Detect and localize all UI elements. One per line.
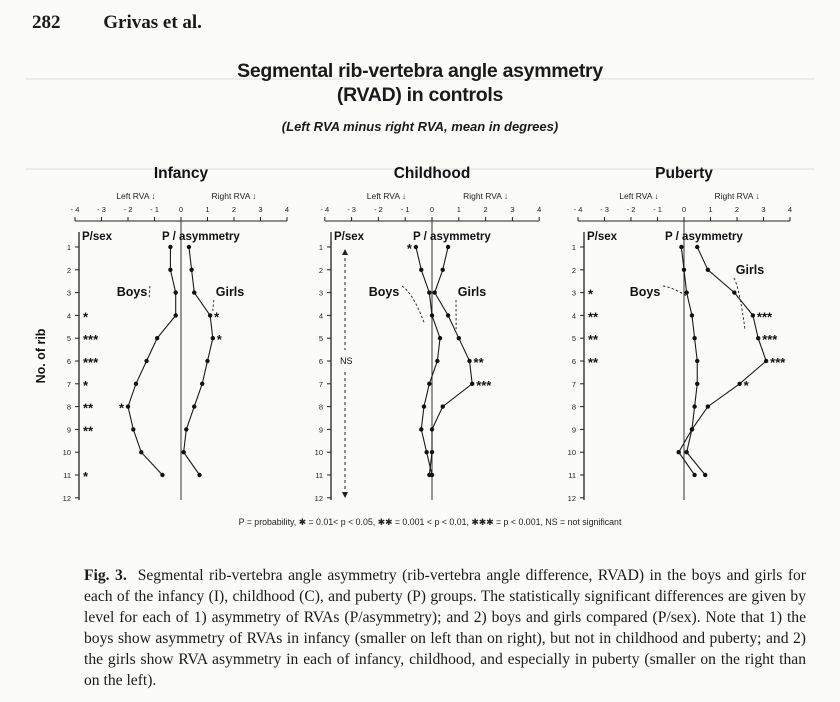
p-sex-mark: ** [588, 332, 599, 348]
page-number: 282 [32, 12, 61, 33]
p-sex-mark: ** [588, 309, 599, 325]
rib-tick-label: 6 [571, 357, 576, 366]
x-tick-label: 4 [787, 205, 793, 214]
panel-title: Infancy [153, 165, 209, 182]
data-point-girls [430, 450, 434, 454]
x-tick-label: 0 [178, 205, 184, 214]
figure-title-line-2: (RVAD) in controls [336, 84, 504, 106]
p-sex-mark: ** [83, 423, 94, 439]
rib-tick-label: 7 [571, 379, 576, 389]
running-head-authors: Grivas et al. [103, 12, 202, 33]
data-point-girls [737, 382, 741, 386]
data-point-girls [200, 382, 204, 386]
rib-tick-label: 9 [571, 425, 576, 435]
data-point-boys [679, 245, 683, 249]
series-line-boys [128, 247, 176, 475]
ns-label: NS [340, 356, 353, 366]
p-sex-mark: * [83, 377, 89, 393]
asymmetry-mark: ** [473, 355, 484, 370]
rib-tick-label: 10 [567, 448, 576, 458]
x-tick-label: 1 [456, 205, 461, 214]
rib-tick-label: 10 [62, 448, 71, 458]
rib-tick-label: 12 [314, 493, 323, 503]
x-tick-label: - 2 [374, 205, 383, 214]
data-point-girls [197, 473, 201, 477]
rib-tick-label: 5 [318, 334, 323, 344]
x-tick-label: - 2 [626, 205, 636, 214]
rib-tick-label: 7 [318, 379, 323, 389]
data-point-boys [424, 450, 428, 454]
left-rva-label: Left RVA ↓ [116, 191, 156, 201]
data-point-girls [457, 336, 461, 340]
rib-tick-label: 6 [66, 357, 71, 366]
data-point-boys [438, 336, 442, 340]
x-tick-label: 1 [205, 205, 210, 214]
data-point-boys [126, 404, 130, 408]
data-point-girls [192, 404, 196, 408]
data-point-boys [692, 404, 696, 408]
data-point-boys [168, 245, 172, 249]
data-point-girls [192, 290, 196, 294]
x-tick-label: 1 [708, 205, 713, 214]
x-tick-label: - 4 [70, 205, 80, 214]
caption-text: Segmental rib-vertebra angle asymmetry (rib-vertebra angle difference, RVAD) in the boys and girls for each of the infancy (I), childhood (C), and puberty (P) groups. The statistically significant differences are given by level for each of 1) asymmetry of RVAs (P/asymmetry); and 2) boys and girls compared (P/sex). Note that 1) the boys show asymmetry of RVAs in infancy (smaller on left than on right), but not in childhood and puberty; and 2) the girls show RVA asymmetry in each of infancy, childhood, and especially in puberty (smaller on the right than on the left). [84, 567, 806, 689]
data-point-girls [208, 313, 212, 317]
data-point-girls [751, 313, 755, 317]
x-tick-label: - 3 [600, 205, 609, 214]
figure-title-line-1: Segmental rib-vertebra angle asymmetry [237, 60, 603, 82]
data-point-boys [419, 268, 423, 272]
rib-tick-label: 6 [318, 357, 323, 366]
p-sex-header: P/sex [587, 231, 618, 243]
asymmetry-mark: *** [476, 377, 492, 393]
data-point-girls [695, 245, 699, 249]
rib-tick-label: 5 [66, 334, 71, 344]
asymmetry-mark: *** [762, 332, 778, 348]
rib-tick-label: 8 [318, 402, 323, 412]
series-label: Girls [457, 285, 487, 299]
rib-tick-label: 12 [567, 493, 576, 503]
rib-tick-label: 1 [318, 243, 323, 252]
data-point-boys [692, 473, 696, 477]
data-point-girls [690, 427, 694, 431]
data-point-boys [422, 404, 426, 408]
data-point-boys [684, 290, 688, 294]
data-point-girls [467, 359, 471, 363]
data-point-boys [419, 427, 423, 431]
panel-infancy [63, 165, 289, 503]
data-point-boys [174, 313, 178, 317]
data-point-girls [732, 290, 736, 294]
right-rva-label: Right RVA ↓ [211, 191, 257, 201]
left-rva-label: Left RVA ↓ [619, 191, 659, 201]
data-point-girls [184, 427, 188, 431]
data-point-boys [427, 382, 431, 386]
p-sex-mark: * [83, 469, 89, 484]
right-rva-label: Right RVA ↓ [714, 191, 760, 201]
x-tick-label: 3 [510, 205, 515, 214]
x-tick-label: - 1 [400, 205, 410, 214]
series-label-leader [149, 286, 150, 297]
p-sex-mark: * [588, 286, 594, 302]
x-tick-label: 4 [284, 205, 290, 214]
x-tick-label: - 2 [123, 205, 133, 214]
rib-tick-label: 10 [314, 448, 323, 458]
p-sex-header: P/sex [82, 231, 113, 243]
data-point-girls [181, 450, 185, 454]
data-point-girls [446, 245, 450, 249]
x-tick-label: 0 [681, 205, 687, 214]
asymmetry-mark: * [214, 309, 220, 325]
data-point-boys [144, 359, 148, 363]
rib-tick-label: 2 [66, 265, 71, 275]
asymmetry-mark: * [743, 377, 749, 393]
data-point-girls [684, 450, 688, 454]
data-point-boys [131, 427, 135, 431]
data-point-boys [160, 473, 164, 477]
x-tick-label: 2 [734, 205, 740, 214]
series-label: Boys [368, 285, 400, 299]
data-point-girls [211, 336, 215, 340]
p-sex-header: P/sex [334, 231, 365, 243]
rib-tick-label: 11 [568, 471, 576, 480]
rib-tick-label: 3 [571, 288, 576, 298]
asymmetry-mark: * [118, 400, 124, 416]
data-point-boys [139, 450, 143, 454]
data-point-girls [432, 290, 436, 294]
p-sex-mark: * [83, 309, 89, 325]
data-point-boys [174, 290, 178, 294]
figure-caption [84, 565, 806, 691]
x-tick-label: - 4 [573, 205, 583, 214]
x-tick-label: - 3 [347, 205, 356, 214]
p-asymmetry-header: P / asymmetry [162, 231, 240, 243]
rib-tick-label: 3 [318, 288, 323, 298]
rib-tick-label: 9 [66, 425, 71, 435]
series-label: Girls [735, 263, 765, 277]
series-label: Boys [116, 285, 148, 299]
data-point-boys [677, 450, 681, 454]
rib-tick-label: 4 [66, 311, 71, 321]
rib-tick-label: 1 [66, 243, 71, 252]
data-point-girls [205, 359, 209, 363]
asymmetry-mark: * [406, 241, 412, 256]
x-tick-label: 0 [429, 205, 435, 214]
data-point-girls [189, 268, 193, 272]
x-tick-label: - 1 [150, 205, 159, 214]
asymmetry-mark: *** [756, 309, 773, 325]
series-label: Girls [215, 285, 245, 299]
rib-tick-label: 2 [318, 265, 323, 275]
x-tick-label: 4 [537, 205, 542, 214]
rib-tick-label: 9 [318, 425, 323, 435]
rib-tick-label: 11 [315, 471, 323, 480]
data-point-girls [706, 268, 710, 272]
p-asymmetry-header: P / asymmetry [413, 231, 491, 243]
panel-title: Puberty [655, 165, 713, 182]
right-rva-label: Right RVA ↓ [463, 191, 509, 201]
data-point-boys [430, 313, 434, 317]
data-point-girls [764, 359, 768, 363]
panel-childhood [315, 165, 542, 503]
rib-tick-label: 5 [571, 334, 576, 344]
series-line-boys [679, 247, 698, 475]
data-point-girls [706, 404, 710, 408]
data-point-boys [427, 290, 431, 294]
data-point-boys [155, 336, 159, 340]
x-tick-label: 3 [258, 205, 263, 214]
panel-title: Childhood [393, 165, 471, 182]
rib-tick-label: 8 [66, 402, 71, 412]
data-point-girls [187, 245, 191, 249]
data-point-girls [703, 473, 707, 477]
caption-label: Fig. 3. [84, 567, 127, 584]
x-tick-label: 2 [483, 205, 488, 214]
data-point-girls [427, 473, 431, 477]
data-point-boys [134, 382, 138, 386]
data-point-boys [435, 359, 439, 363]
rib-tick-label: 3 [66, 288, 71, 298]
figure-subtitle: (Left RVA minus right RVA, mean in degrees) [281, 119, 559, 134]
rib-tick-label: 8 [571, 402, 576, 412]
figure-footnote: P = probability, ✱ = 0.01< p < 0.05, ✱✱ = 0.001 < p < 0.01, ✱✱✱ = p < 0.001, NS = not significant [238, 517, 622, 527]
rib-tick-label: 11 [63, 471, 71, 480]
data-point-girls [441, 404, 445, 408]
data-point-girls [756, 336, 760, 340]
x-tick-label: 2 [231, 205, 237, 214]
data-point-girls [441, 268, 445, 272]
p-sex-mark: *** [83, 332, 99, 348]
rib-tick-label: 7 [66, 379, 71, 389]
p-sex-mark: ** [588, 355, 599, 370]
rib-tick-label: 4 [571, 311, 576, 321]
rib-tick-label: 1 [571, 243, 576, 252]
x-tick-label: - 4 [320, 205, 330, 214]
p-sex-mark: ** [83, 400, 94, 416]
asymmetry-mark: * [216, 332, 222, 348]
rib-tick-label: 4 [318, 311, 323, 321]
data-point-boys [168, 268, 172, 272]
series-label: Boys [629, 285, 661, 299]
x-tick-label: - 1 [653, 205, 662, 214]
series-label-leader [402, 286, 424, 322]
rib-tick-label: 2 [571, 265, 576, 275]
data-point-girls [430, 427, 434, 431]
left-rva-label: Left RVA ↓ [366, 191, 407, 201]
x-tick-label: - 3 [97, 205, 106, 214]
data-point-girls [446, 313, 450, 317]
data-point-boys [695, 382, 699, 386]
y-axis-title: No. of rib [34, 328, 48, 384]
data-point-girls [470, 382, 474, 386]
data-point-boys [692, 336, 696, 340]
p-sex-mark: *** [83, 355, 99, 370]
asymmetry-mark: *** [770, 355, 786, 370]
data-point-boys [682, 268, 686, 272]
data-point-boys [690, 313, 694, 317]
p-asymmetry-header: P / asymmetry [665, 231, 743, 243]
panel-puberty [568, 165, 792, 503]
rib-tick-label: 12 [62, 493, 71, 503]
x-tick-label: 3 [761, 205, 766, 214]
data-point-boys [695, 359, 699, 363]
data-point-boys [414, 245, 418, 249]
